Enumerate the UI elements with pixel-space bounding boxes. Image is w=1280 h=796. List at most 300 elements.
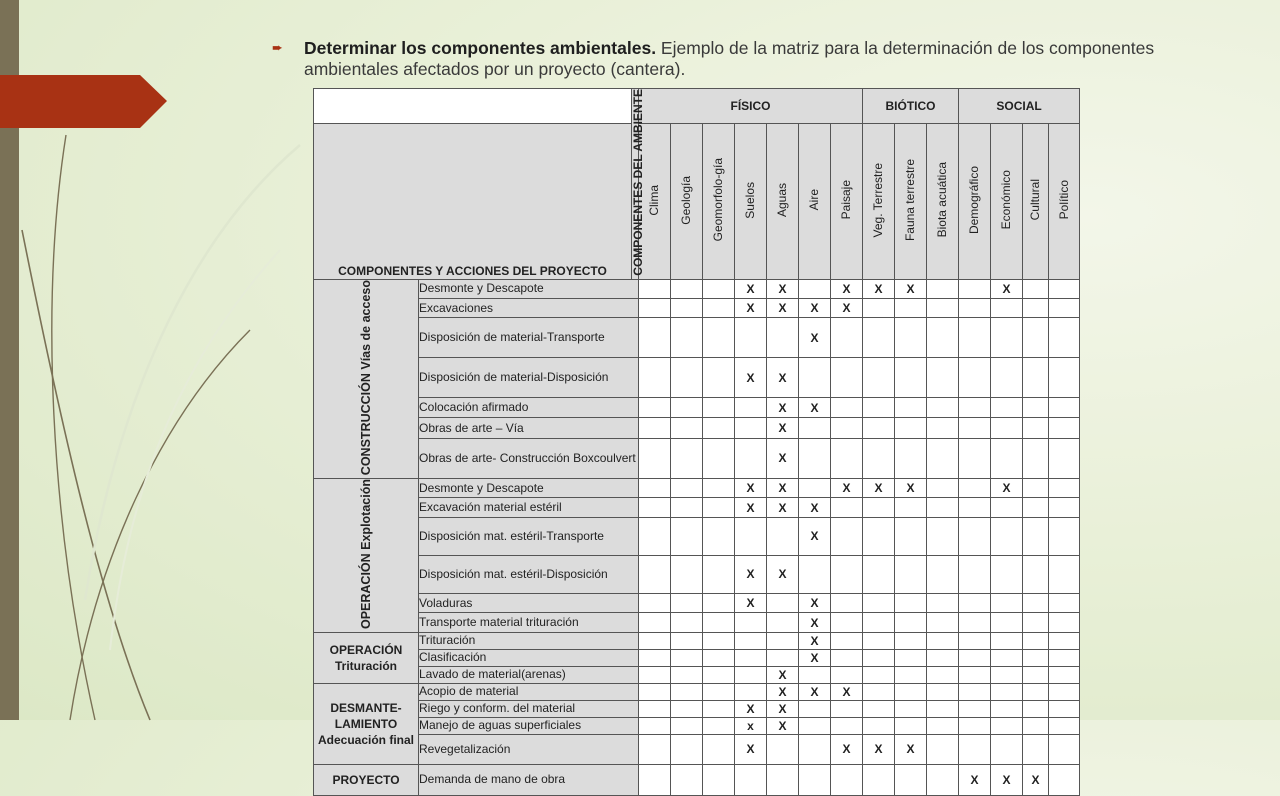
mark-cell [703, 517, 735, 555]
mark-cell [927, 666, 959, 683]
mark-cell: X [735, 734, 767, 764]
mark-cell: X [735, 299, 767, 318]
action-label: Demanda de mano de obra [419, 764, 639, 795]
mark-cell [1049, 649, 1080, 666]
mark-cell [831, 666, 863, 683]
mark-cell: X [799, 649, 831, 666]
column-label: Aire [807, 189, 822, 211]
mark-cell [831, 439, 863, 479]
mark-cell [671, 700, 703, 717]
mark-cell [959, 397, 991, 418]
mark-cell [671, 358, 703, 398]
mark-cell [959, 613, 991, 633]
action-label: Trituración [419, 632, 639, 649]
mark-cell [799, 418, 831, 439]
mark-cell [895, 498, 927, 518]
mark-cell [671, 279, 703, 298]
mark-cell [927, 299, 959, 318]
mark-cell: X [831, 734, 863, 764]
mark-cell [639, 279, 671, 298]
mark-cell [703, 683, 735, 700]
phase-label: DESMANTE-LAMIENTO Adecuación final [314, 683, 419, 764]
column-header-row [314, 124, 1080, 279]
column-label: Económico [999, 170, 1014, 230]
mark-cell: X [767, 299, 799, 318]
mark-cell [959, 734, 991, 764]
action-label: Disposición de material-Transporte [419, 318, 639, 358]
column-label: Clima [647, 184, 662, 216]
mark-cell [703, 734, 735, 764]
mark-cell [703, 593, 735, 613]
mark-cell [863, 649, 895, 666]
mark-cell [1049, 418, 1080, 439]
mark-cell: X [831, 279, 863, 298]
mark-cell: X [863, 478, 895, 498]
mark-cell [895, 318, 927, 358]
mark-cell [863, 764, 895, 795]
mark-cell [799, 666, 831, 683]
mark-cell [1049, 593, 1080, 613]
slide-title [304, 38, 1164, 80]
mark-cell [1023, 517, 1049, 555]
action-label: Disposición mat. estéril-Transporte [419, 517, 639, 555]
mark-cell [735, 764, 767, 795]
mark-cell [703, 439, 735, 479]
mark-cell: X [1023, 764, 1049, 795]
mark-cell: X [735, 358, 767, 398]
mark-cell [927, 418, 959, 439]
mark-cell [895, 649, 927, 666]
mark-cell [863, 700, 895, 717]
mark-cell [671, 478, 703, 498]
mark-cell: X [767, 683, 799, 700]
column-header [1049, 124, 1080, 279]
mark-cell [959, 555, 991, 593]
mark-cell [831, 418, 863, 439]
mark-cell [799, 764, 831, 795]
column-label: Biota acuática [935, 162, 950, 238]
action-label: Obras de arte – Vía [419, 418, 639, 439]
mark-cell: X [735, 555, 767, 593]
column-header [831, 124, 863, 279]
mark-cell [639, 593, 671, 613]
mark-cell [1049, 734, 1080, 764]
column-label: Aguas [775, 182, 790, 217]
table-row [314, 683, 1080, 700]
mark-cell [991, 632, 1023, 649]
mark-cell [639, 683, 671, 700]
column-header [799, 124, 831, 279]
mark-cell [863, 555, 895, 593]
mark-cell [927, 649, 959, 666]
mark-cell [831, 632, 863, 649]
mark-cell [927, 358, 959, 398]
mark-cell [831, 318, 863, 358]
mark-cell: X [767, 555, 799, 593]
table-row [314, 764, 1080, 795]
action-label: Excavación material estéril [419, 498, 639, 518]
column-label: Político [1056, 180, 1071, 220]
mark-cell [959, 593, 991, 613]
mark-cell [863, 683, 895, 700]
mark-cell [895, 666, 927, 683]
mark-cell: X [863, 734, 895, 764]
action-label: Obras de arte- Construcción Boxcoulvert [419, 439, 639, 479]
mark-cell [927, 478, 959, 498]
mark-cell [671, 397, 703, 418]
action-label: Colocación afirmado [419, 397, 639, 418]
mark-cell [1023, 683, 1049, 700]
bullet-arrow-icon: ➨ [272, 40, 283, 55]
mark-cell [1023, 418, 1049, 439]
mark-cell [895, 439, 927, 479]
mark-cell [959, 649, 991, 666]
mark-cell [895, 764, 927, 795]
mark-cell [703, 649, 735, 666]
column-label: Suelos [743, 181, 758, 219]
mark-cell [703, 764, 735, 795]
mark-cell [671, 666, 703, 683]
mark-cell [831, 593, 863, 613]
column-header [703, 124, 735, 279]
mark-cell [991, 517, 1023, 555]
matrix-body [314, 89, 1080, 796]
mark-cell: X [767, 498, 799, 518]
mark-cell: X [735, 498, 767, 518]
mark-cell [1049, 632, 1080, 649]
environmental-matrix [313, 88, 1080, 796]
mark-cell [959, 700, 991, 717]
mark-cell [863, 397, 895, 418]
mark-cell [703, 318, 735, 358]
mark-cell [991, 666, 1023, 683]
mark-cell: X [735, 478, 767, 498]
mark-cell [1049, 279, 1080, 298]
mark-cell [959, 666, 991, 683]
column-label: Veg. Terrestre [871, 162, 886, 238]
mark-cell: X [767, 666, 799, 683]
mark-cell [1023, 279, 1049, 298]
mark-cell [639, 299, 671, 318]
mark-cell: X [767, 478, 799, 498]
mark-cell [991, 418, 1023, 439]
mark-cell: X [895, 478, 927, 498]
mark-cell [735, 517, 767, 555]
mark-cell: X [991, 279, 1023, 298]
mark-cell [991, 555, 1023, 593]
mark-cell [895, 613, 927, 633]
mark-cell [703, 299, 735, 318]
action-label: Manejo de aguas superficiales [419, 717, 639, 734]
mark-cell [1023, 717, 1049, 734]
mark-cell [991, 299, 1023, 318]
table-row [314, 717, 1080, 734]
action-label: Revegetalización [419, 734, 639, 764]
mark-cell [1049, 683, 1080, 700]
phase-text: OPERACIÓN Explotación [358, 478, 373, 629]
mark-cell: X [735, 700, 767, 717]
mark-cell [863, 593, 895, 613]
table-row [314, 358, 1080, 398]
mark-cell [671, 299, 703, 318]
phase-label [314, 279, 419, 478]
mark-cell [927, 279, 959, 298]
mark-cell [991, 439, 1023, 479]
mark-cell [927, 764, 959, 795]
mark-cell [895, 517, 927, 555]
mark-cell [863, 299, 895, 318]
mark-cell [671, 632, 703, 649]
table-row [314, 279, 1080, 298]
mark-cell [991, 318, 1023, 358]
mark-cell [1049, 717, 1080, 734]
mark-cell [927, 498, 959, 518]
mark-cell [767, 632, 799, 649]
mark-cell [703, 498, 735, 518]
mark-cell [639, 439, 671, 479]
mark-cell [863, 498, 895, 518]
mark-cell [703, 358, 735, 398]
column-label: Paisaje [839, 180, 854, 220]
mark-cell [735, 666, 767, 683]
table-row [314, 299, 1080, 318]
column-label: Geología [679, 175, 694, 225]
column-header [927, 124, 959, 279]
table-row [314, 632, 1080, 649]
table-row [314, 613, 1080, 633]
mark-cell [959, 717, 991, 734]
mark-cell [735, 397, 767, 418]
mark-cell: X [767, 700, 799, 717]
mark-cell: X [799, 299, 831, 318]
mark-cell [639, 418, 671, 439]
mark-cell [1023, 478, 1049, 498]
mark-cell [799, 358, 831, 398]
mark-cell [735, 649, 767, 666]
mark-cell [959, 318, 991, 358]
mark-cell [1049, 666, 1080, 683]
column-label: Cultural [1028, 179, 1043, 221]
decorative-curve [70, 330, 250, 720]
action-label: Transporte material trituración [419, 613, 639, 633]
column-label: Fauna terrestre [903, 158, 918, 241]
mark-cell [703, 397, 735, 418]
mark-cell [927, 700, 959, 717]
mark-cell [703, 632, 735, 649]
mark-cell [1049, 478, 1080, 498]
mark-cell [863, 439, 895, 479]
action-label: Desmonte y Descapote [419, 478, 639, 498]
mark-cell [703, 613, 735, 633]
mark-cell [831, 498, 863, 518]
mark-cell [799, 700, 831, 717]
mark-cell: X [799, 397, 831, 418]
mark-cell [863, 613, 895, 633]
mark-cell [735, 439, 767, 479]
phase-label [314, 478, 419, 632]
mark-cell [639, 318, 671, 358]
mark-cell [639, 666, 671, 683]
action-label: Acopio de material [419, 683, 639, 700]
table-row [314, 478, 1080, 498]
mark-cell [895, 397, 927, 418]
mark-cell [639, 555, 671, 593]
mark-cell: X [767, 279, 799, 298]
mark-cell [703, 700, 735, 717]
mark-cell [959, 279, 991, 298]
mark-cell [639, 517, 671, 555]
mark-cell [863, 717, 895, 734]
mark-cell [991, 649, 1023, 666]
mark-cell [639, 498, 671, 518]
mark-cell: X [767, 717, 799, 734]
mark-cell [831, 649, 863, 666]
decorative-curve [22, 230, 150, 720]
mark-cell: X [799, 593, 831, 613]
table-row [314, 649, 1080, 666]
mark-cell [639, 717, 671, 734]
mark-cell [927, 593, 959, 613]
mark-cell [767, 613, 799, 633]
mark-cell: X [735, 279, 767, 298]
mark-cell: X [831, 299, 863, 318]
mark-cell [703, 478, 735, 498]
mark-cell [863, 632, 895, 649]
mark-cell [927, 318, 959, 358]
mark-cell [927, 632, 959, 649]
column-header [991, 124, 1023, 279]
mark-cell: X [735, 593, 767, 613]
mark-cell [1023, 593, 1049, 613]
mark-cell [991, 397, 1023, 418]
group-fisico: FÍSICO [639, 89, 863, 124]
mark-cell [703, 666, 735, 683]
mark-cell [895, 418, 927, 439]
mark-cell [703, 418, 735, 439]
mark-cell [831, 613, 863, 633]
mark-cell [1023, 498, 1049, 518]
mark-cell: X [799, 318, 831, 358]
mark-cell [767, 318, 799, 358]
mark-cell [927, 397, 959, 418]
mark-cell [959, 439, 991, 479]
mark-cell [1023, 358, 1049, 398]
mark-cell: X [767, 418, 799, 439]
mark-cell [959, 478, 991, 498]
column-header [1023, 124, 1049, 279]
table-row [314, 555, 1080, 593]
group-biotico: BIÓTICO [863, 89, 959, 124]
mark-cell [671, 734, 703, 764]
column-header [959, 124, 991, 279]
mark-cell [639, 734, 671, 764]
title-bold: Determinar los componentes ambientales. [304, 38, 657, 58]
mark-cell [703, 717, 735, 734]
mark-cell [1023, 439, 1049, 479]
mark-cell [671, 517, 703, 555]
mark-cell [671, 683, 703, 700]
mark-cell [1049, 397, 1080, 418]
mark-cell [959, 418, 991, 439]
mark-cell [991, 593, 1023, 613]
mark-cell [671, 593, 703, 613]
mark-cell [1049, 613, 1080, 633]
mark-cell [895, 358, 927, 398]
table-row [314, 666, 1080, 683]
mark-cell [991, 717, 1023, 734]
mark-cell [831, 717, 863, 734]
action-label: Voladuras [419, 593, 639, 613]
mark-cell [863, 318, 895, 358]
mark-cell [639, 764, 671, 795]
mark-cell [991, 683, 1023, 700]
mark-cell [671, 418, 703, 439]
action-label: Disposición mat. estéril-Disposición [419, 555, 639, 593]
mark-cell [767, 649, 799, 666]
mark-cell [863, 666, 895, 683]
mark-cell [895, 700, 927, 717]
mark-cell [863, 418, 895, 439]
mark-cell [831, 358, 863, 398]
accent-arrow-shape [0, 75, 167, 128]
action-label: Disposición de material-Disposición [419, 358, 639, 398]
group-social: SOCIAL [959, 89, 1080, 124]
mark-cell [1049, 555, 1080, 593]
phase-text: CONSTRUCCIÓN Vías de acceso [358, 279, 373, 475]
table-row [314, 498, 1080, 518]
mark-cell [735, 613, 767, 633]
mark-cell: X [767, 358, 799, 398]
mark-cell [895, 632, 927, 649]
mark-cell [799, 279, 831, 298]
mark-cell: x [735, 717, 767, 734]
phase-label: PROYECTO [314, 764, 419, 795]
mark-cell [1023, 700, 1049, 717]
mark-cell [639, 478, 671, 498]
mark-cell [671, 717, 703, 734]
mark-cell [703, 279, 735, 298]
mark-cell [799, 439, 831, 479]
mark-cell [991, 613, 1023, 633]
mark-cell [895, 555, 927, 593]
mark-cell [1049, 318, 1080, 358]
mark-cell [1049, 700, 1080, 717]
mark-cell: X [799, 632, 831, 649]
mark-cell [735, 632, 767, 649]
mark-cell [895, 683, 927, 700]
mark-cell [671, 649, 703, 666]
mark-cell [927, 613, 959, 633]
mark-cell: X [831, 478, 863, 498]
table-row [314, 593, 1080, 613]
mark-cell [1049, 358, 1080, 398]
table-row [314, 397, 1080, 418]
mark-cell [1023, 397, 1049, 418]
mark-cell [1049, 498, 1080, 518]
mark-cell: X [831, 683, 863, 700]
table-row [314, 418, 1080, 439]
mark-cell: X [991, 478, 1023, 498]
mark-cell: X [799, 498, 831, 518]
mark-cell [895, 717, 927, 734]
action-label: Riego y conform. del material [419, 700, 639, 717]
mark-cell [895, 299, 927, 318]
mark-cell [959, 358, 991, 398]
components-label-text: COMPONENTES DEL AMBIENTE [631, 89, 646, 276]
mark-cell [927, 555, 959, 593]
mark-cell [991, 700, 1023, 717]
mark-cell: X [895, 734, 927, 764]
